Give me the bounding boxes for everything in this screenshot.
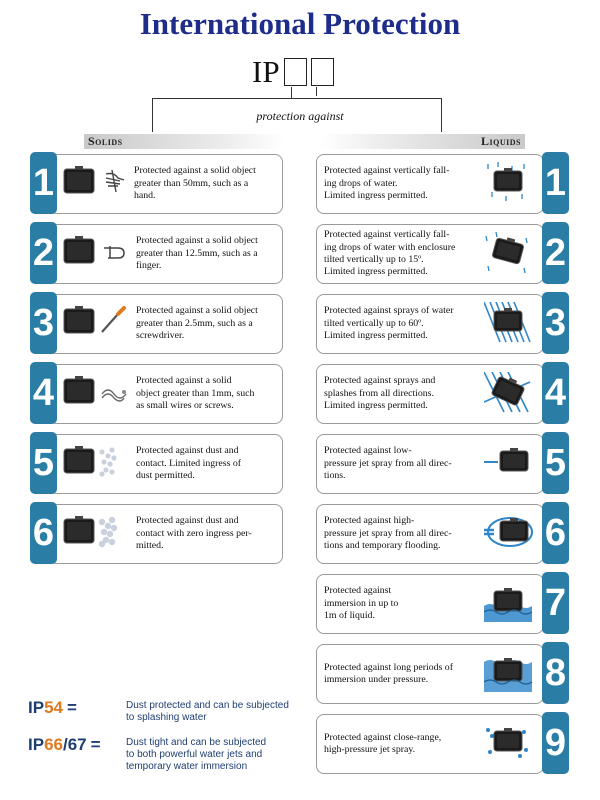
- description-line: Limited ingress permitted.: [324, 266, 428, 278]
- description-line: tions.: [324, 470, 346, 482]
- liquids-description-2: [324, 229, 455, 279]
- legend-line: Dust protected and can be subjected: [126, 700, 289, 711]
- description-line: dust permitted.: [136, 470, 195, 482]
- legend-code-2: [28, 735, 101, 755]
- legend-line: Dust tight and can be subjected: [126, 737, 267, 748]
- description-line: Protected against high-: [324, 515, 415, 527]
- legend-line: temporary water immersion: [126, 761, 248, 772]
- liquids-description-6: [324, 515, 452, 552]
- solids-description-3: [136, 305, 258, 342]
- description-line: greater than 50mm, such as a: [134, 177, 249, 189]
- legend-code-part: IP: [28, 698, 45, 717]
- description-line: mitted.: [136, 540, 164, 552]
- solids-description-2: [136, 235, 258, 272]
- legend-code-part: 54: [44, 698, 63, 717]
- legend-description-2: [126, 737, 266, 773]
- ip-prefix: IP: [252, 54, 280, 89]
- description-line: greater than 12.5mm, such as a: [136, 247, 258, 259]
- device-vertical-drops-icon: [484, 162, 536, 209]
- description-line: finger.: [136, 260, 162, 272]
- description-line: greater than 2.5mm, such as a: [136, 317, 253, 329]
- device-with-dust-icon: [62, 446, 128, 485]
- device-immersion-icon: [484, 582, 536, 629]
- liquids-description-1: [324, 165, 449, 202]
- liquids-level-number-1: 1: [542, 152, 569, 214]
- description-line: Protected against vertically fall-: [324, 165, 450, 177]
- description-line: Protected against long periods of: [324, 661, 453, 673]
- device-spray-icon: [484, 302, 536, 349]
- header-solids: Solids: [84, 134, 284, 149]
- description-line: ing drops of water with enclosure: [324, 241, 456, 253]
- subtitle: protection against: [256, 109, 344, 123]
- legend-code-1: [28, 698, 77, 718]
- description-line: screwdriver.: [136, 330, 185, 342]
- liquids-description-5: [324, 445, 452, 482]
- description-line: ing drops of water.: [324, 177, 398, 189]
- liquids-level-number-2: 2: [542, 222, 569, 284]
- solids-level-number-6: 6: [30, 502, 57, 564]
- description-line: Protected against: [324, 585, 392, 597]
- description-line: Protected against sprays and: [324, 375, 436, 387]
- description-line: Protected against a solid object: [136, 305, 258, 317]
- liquids-description-9: [324, 732, 441, 757]
- device-splash-icon: [484, 372, 536, 419]
- digit-box-liquids: [311, 58, 334, 86]
- description-line: Protected against dust and: [136, 515, 239, 527]
- description-line: tions and temporary flooding.: [324, 540, 441, 552]
- device-with-dust-icon: [62, 516, 128, 555]
- liquids-level-number-3: 3: [542, 292, 569, 354]
- device-close-range-jet-icon: [484, 722, 536, 769]
- legend-description-1: [126, 700, 289, 724]
- legend-code-part: 66: [44, 735, 63, 754]
- description-line: tilted vertically up to 15º.: [324, 254, 424, 265]
- liquids-level-number-9: 9: [542, 712, 569, 774]
- liquids-level-number-8: 8: [542, 642, 569, 704]
- legend-code-part: =: [66, 698, 77, 717]
- device-with-screwdriver-icon: [62, 306, 128, 345]
- description-line: Limited ingress permitted.: [324, 190, 428, 202]
- solids-level-number-5: 5: [30, 432, 57, 494]
- solids-level-number-1: 1: [30, 152, 57, 214]
- digit-box-solids: [284, 58, 307, 86]
- device-jet-icon: [484, 442, 536, 489]
- description-line: tilted vertically up to 60º.: [324, 317, 424, 329]
- description-line: pressure jet spray from all direc-: [324, 457, 452, 469]
- description-line: Protected against a solid object: [136, 235, 258, 247]
- device-tilted-drops-icon: [484, 232, 536, 279]
- liquids-description-3: [324, 305, 454, 342]
- liquids-level-number-5: 5: [542, 432, 569, 494]
- description-line: splashes from all directions.: [324, 387, 434, 399]
- device-powerful-jet-icon: [484, 512, 536, 559]
- legend-line: to both powerful water jets and: [126, 749, 263, 760]
- liquids-level-number-6: 6: [542, 502, 569, 564]
- solids-description-5: [136, 445, 241, 482]
- page-title: International Protection: [139, 6, 461, 41]
- header-liquids: Liquids: [321, 134, 525, 149]
- description-line: immersion in up to: [324, 597, 399, 609]
- description-line: Protected against low-: [324, 445, 412, 457]
- solids-level-number-3: 3: [30, 292, 57, 354]
- description-line: Protected against close-range,: [324, 731, 442, 743]
- description-line: contact. Limited ingress of: [136, 457, 242, 469]
- description-line: Protected against vertically fall-: [324, 229, 450, 241]
- solids-description-1: [134, 165, 256, 202]
- description-line: immersion under pressure.: [324, 674, 429, 685]
- liquids-level-number-7: 7: [542, 572, 569, 634]
- description-line: contact with zero ingress per-: [136, 527, 252, 539]
- description-line: Limited ingress permitted.: [324, 400, 428, 412]
- description-line: Limited ingress permitted.: [324, 330, 428, 342]
- solids-description-6: [136, 515, 252, 552]
- device-long-immersion-icon: [484, 652, 536, 699]
- legend-code-part: /67: [62, 735, 87, 754]
- description-line: 1m of liquid.: [324, 610, 375, 622]
- device-with-finger-icon: [62, 236, 128, 275]
- description-line: hand.: [134, 190, 156, 202]
- legend-code-part: =: [90, 735, 101, 754]
- ip-code: [252, 56, 334, 88]
- solids-level-number-4: 4: [30, 362, 57, 424]
- description-line: pressure jet spray from all direc-: [324, 527, 452, 539]
- device-with-wires-icon: [62, 376, 128, 415]
- description-line: Protected against dust and: [136, 445, 239, 457]
- description-line: as small wires or screws.: [136, 400, 234, 412]
- liquids-description-4: [324, 375, 435, 412]
- legend-line: to splashing water: [126, 712, 207, 723]
- device-with-hand-icon: [62, 166, 128, 205]
- description-line: Protected against a solid: [136, 375, 232, 387]
- description-line: Protected against a solid object: [134, 165, 256, 177]
- liquids-description-8: [324, 662, 453, 687]
- description-line: object greater than 1mm, such: [136, 387, 255, 399]
- liquids-description-7: [324, 585, 398, 622]
- liquids-level-number-4: 4: [542, 362, 569, 424]
- solids-level-number-2: 2: [30, 222, 57, 284]
- solids-description-4: [136, 375, 254, 412]
- description-line: Protected against sprays of water: [324, 305, 454, 317]
- legend-code-part: IP: [28, 735, 45, 754]
- connector-liquids-vertical: [316, 87, 317, 96]
- description-line: high-pressure jet spray.: [324, 744, 416, 755]
